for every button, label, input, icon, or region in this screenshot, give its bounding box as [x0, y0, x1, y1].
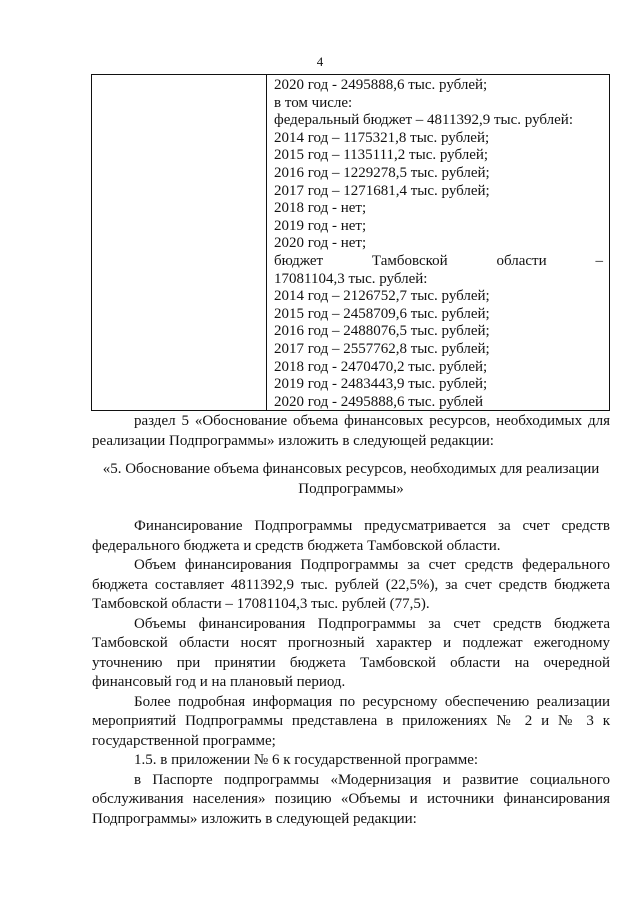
- table-left-cell: [92, 75, 267, 410]
- paragraph: Более подробная информация по ресурсному обеспечению реализации мероприятий Подпрограммы представлена в приложениях № 2 и № 3 к государственной программе;: [92, 693, 610, 749]
- table-line-region-budget: [274, 253, 603, 271]
- table-line: 2018 год - нет;: [274, 200, 367, 217]
- table-line: 2014 год – 1175321,8 тыс. рублей;: [274, 129, 490, 146]
- table-line: 2018 год - 2470470,2 тыс. рублей;: [274, 358, 488, 375]
- table-line: в том числе:: [274, 94, 353, 111]
- table-line: 2016 год – 2488076,5 тыс. рублей;: [274, 323, 490, 340]
- intro-block: [92, 412, 610, 451]
- body-text: [92, 517, 610, 829]
- table-line: 2017 год – 2557762,8 тыс. рублей;: [274, 340, 490, 357]
- paragraph: Финансирование Подпрограммы предусматривается за счет средств федерального бюджета и средств бюджета Тамбовской области.: [92, 518, 610, 554]
- region-word: области: [496, 252, 547, 269]
- table-line: 2016 год – 1229278,5 тыс. рублей;: [274, 164, 490, 181]
- table-line: 2020 год - 2495888,6 тыс. рублей;: [274, 77, 488, 93]
- table-line: 2015 год – 1135111,2 тыс. рублей;: [274, 147, 489, 164]
- region-word: Тамбовской: [371, 252, 448, 269]
- section-heading: «5. Обоснование объема финансовых ресурсов, необходимых для реализации Подпрограммы»: [102, 461, 600, 497]
- paragraph: 1.5. в приложении № 6 к государственной программе:: [134, 752, 479, 768]
- paragraph: Объемы финансирования Подпрограммы за счет средств бюджета Тамбовской области носят прогнозный характер и подлежат ежегодному уточнению при принятии бюджета Тамбовской области на очередной финансовый год и на плановый период.: [92, 615, 610, 690]
- table-line: 2019 год - 2483443,9 тыс. рублей;: [274, 376, 488, 393]
- table-line: 2015 год – 2458709,6 тыс. рублей;: [274, 305, 490, 322]
- table-line: 17081104,3 тыс. рублей:: [274, 270, 428, 287]
- table-line: 2020 год - нет;: [274, 235, 367, 252]
- financing-table: [91, 74, 610, 411]
- table-line: 2017 год – 1271681,4 тыс. рублей;: [274, 182, 490, 199]
- region-word: бюджет: [274, 252, 324, 269]
- table-line: 2020 год - 2495888,6 тыс. рублей: [274, 393, 484, 410]
- intro-paragraph: раздел 5 «Обоснование объема финансовых ресурсов, необходимых для реализации Подпрограммы» изложить в следующей редакции:: [92, 413, 610, 449]
- page-number: 4: [316, 54, 324, 69]
- paragraph: Объем финансирования Подпрограммы за счет средств федерального бюджета составляет 4811392,9 тыс. рублей (22,5%), за счет средств бюджета Тамбовской области – 17081104,3 тыс. рублей (77,5).: [92, 557, 610, 612]
- table-line: федеральный бюджет – 4811392,9 тыс. рублей:: [274, 112, 573, 129]
- table-line: 2014 год – 2126752,7 тыс. рублей;: [274, 288, 490, 305]
- paragraph: в Паспорте подпрограммы «Модернизация и развитие социального обслуживания населения» позицию «Объемы и источники финансирования Подпрограммы» изложить в следующей редакции:: [92, 771, 610, 827]
- region-word: –: [595, 252, 603, 269]
- table-line: 2019 год - нет;: [274, 217, 367, 234]
- table-right-cell: [267, 75, 609, 410]
